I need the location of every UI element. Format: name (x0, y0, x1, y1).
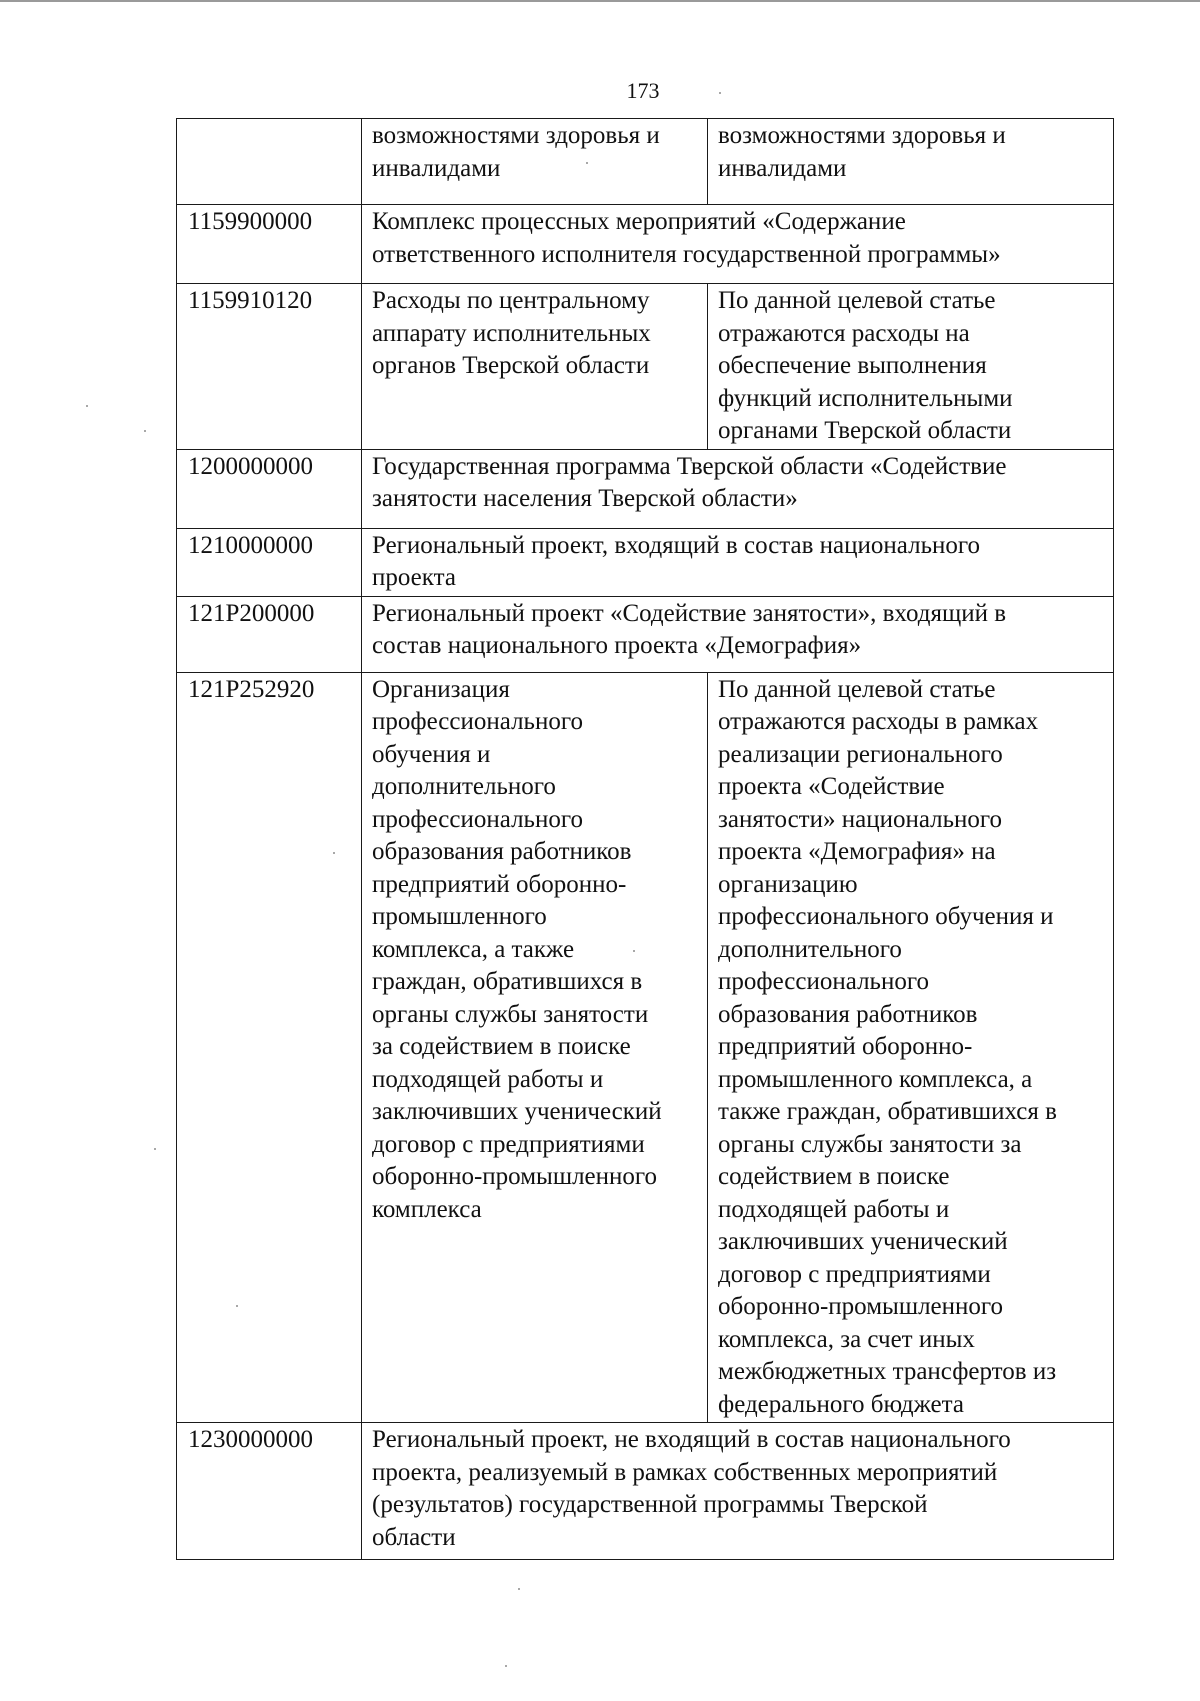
code-cell (177, 119, 362, 205)
merged-name-cell: Государственная программа Тверской области «Содействие занятости населения Тверской области» (362, 449, 1114, 528)
table-row (177, 1423, 1114, 1560)
merged-name-cell: Региональный проект, входящий в состав национального проекта (362, 528, 1114, 596)
merged-name-cell: Региональный проект, не входящий в состав национального проекта, реализуемый в рамках собственных мероприятий (результатов) государственной программы Тверской области (362, 1423, 1114, 1560)
scan-speck (586, 162, 588, 164)
scan-speck (633, 950, 635, 952)
name-cell: возможностями здоровья и инвалидами (362, 119, 708, 205)
merged-name-cell: Комплекс процессных мероприятий «Содержание ответственного исполнителя государственной программы» (362, 205, 1114, 284)
table-row (177, 528, 1114, 596)
name-cell: Расходы по центральному аппарату исполнительных органов Тверской области (362, 284, 708, 450)
scan-speck (505, 1665, 507, 1667)
table-row (177, 672, 1114, 1423)
scan-speck (518, 1588, 520, 1590)
code-cell: 1200000000 (177, 449, 362, 528)
scan-speck (144, 430, 146, 432)
table-row (177, 119, 1114, 205)
name-cell: Организация профессионального обучения и дополнительного профессионального образования работников предприятий оборонно- промышленного комплекса, а также граждан, обратившихся в органы службы занятости за содействием в поиске подходящей работы и заключивших ученический договор с предприятиями оборонно-промышленного комплекса (362, 672, 708, 1423)
page-number: 173 (626, 78, 660, 103)
code-cell: 1210000000 (177, 528, 362, 596)
table-row (177, 449, 1114, 528)
scan-top-edge (0, 0, 1200, 2)
merged-name-cell: Региональный проект «Содействие занятости», входящий в состав национального проекта «Демография» (362, 596, 1114, 672)
table-row (177, 284, 1114, 450)
scan-speck (719, 92, 721, 94)
code-cell: 121Р200000 (177, 596, 362, 672)
scan-speck (333, 852, 335, 854)
scan-speck (86, 405, 88, 407)
description-cell: возможностями здоровья и инвалидами (708, 119, 1114, 205)
scan-speck (154, 1148, 156, 1150)
budget-classification-table (176, 118, 1114, 1560)
code-cell: 1159900000 (177, 205, 362, 284)
table-row (177, 205, 1114, 284)
code-cell: 121Р252920 (177, 672, 362, 1423)
description-cell: По данной целевой статье отражаются расходы на обеспечение выполнения функций исполнительными органами Тверской области (708, 284, 1114, 450)
code-cell: 1159910120 (177, 284, 362, 450)
code-cell: 1230000000 (177, 1423, 362, 1560)
table-row (177, 596, 1114, 672)
description-cell: По данной целевой статье отражаются расходы в рамках реализации регионального проекта «Содействие занятости» национального проекта «Демография» на организацию профессионального обучения и дополнительного профессионального образования работников предприятий оборонно- промышленного комплекса, а также граждан, обратившихся в органы службы занятости за содействием в поиске подходящей работы и заключивших ученический договор с предприятиями оборонно-промышленного комплекса, за счет иных межбюджетных трансфертов из федерального бюджета (708, 672, 1114, 1423)
scan-speck (236, 1305, 238, 1307)
